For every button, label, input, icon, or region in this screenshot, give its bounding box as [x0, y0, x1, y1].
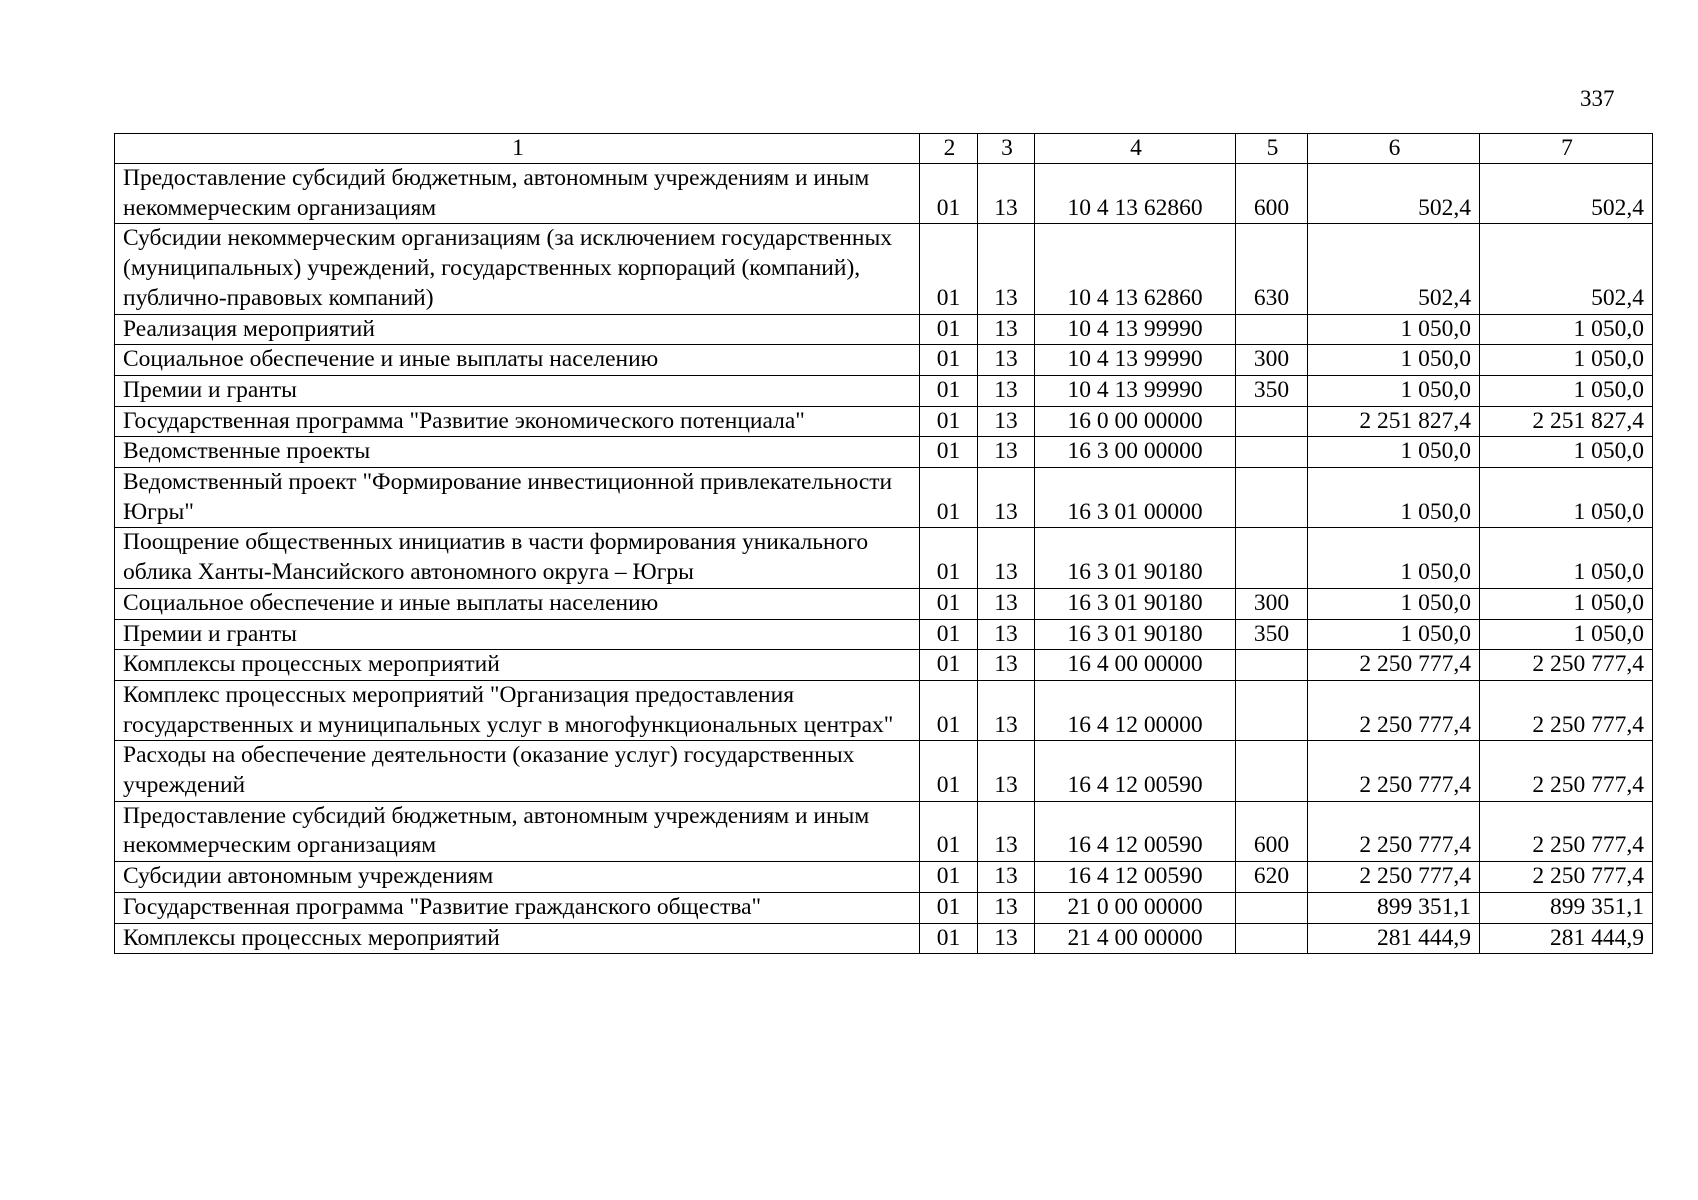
row-name-cell: Социальное обеспечение и иные выплаты населению	[115, 588, 920, 619]
row-name-cell: Государственная программа "Развитие гражданского общества"	[115, 892, 920, 923]
table-row	[115, 345, 1653, 376]
section-code-cell: 01	[920, 164, 978, 224]
subsection-code-cell: 13	[978, 923, 1035, 954]
expense-type-cell: 620	[1236, 862, 1308, 893]
amount-col6-cell: 2 250 777,4	[1308, 680, 1480, 740]
table-row	[115, 862, 1653, 893]
target-article-cell: 10 4 13 99990	[1035, 314, 1236, 345]
subsection-code-cell: 13	[978, 528, 1035, 588]
amount-col6-cell: 2 250 777,4	[1308, 801, 1480, 861]
expense-type-cell: 600	[1236, 801, 1308, 861]
table-row	[115, 314, 1653, 345]
amount-col7-cell: 2 250 777,4	[1480, 741, 1653, 801]
amount-col7-cell: 2 250 777,4	[1480, 650, 1653, 681]
amount-col6-cell: 1 050,0	[1308, 375, 1480, 406]
subsection-code-cell: 13	[978, 619, 1035, 650]
amount-col7-cell: 502,4	[1480, 224, 1653, 314]
target-article-cell: 10 4 13 62860	[1035, 224, 1236, 314]
amount-col7-cell: 1 050,0	[1480, 588, 1653, 619]
target-article-cell: 16 3 00 00000	[1035, 437, 1236, 468]
section-code-cell: 01	[920, 437, 978, 468]
table-row	[115, 588, 1653, 619]
amount-col7-cell: 2 250 777,4	[1480, 680, 1653, 740]
expense-type-cell	[1236, 741, 1308, 801]
subsection-code-cell: 13	[978, 741, 1035, 801]
section-code-cell: 01	[920, 892, 978, 923]
row-name-cell: Премии и гранты	[115, 375, 920, 406]
target-article-cell: 16 3 01 90180	[1035, 588, 1236, 619]
subsection-code-cell: 13	[978, 862, 1035, 893]
row-name-cell: Поощрение общественных инициатив в части формирования уникального облика Ханты-Мансийского автономного округа – Югры	[115, 528, 920, 588]
column-header: 1	[115, 134, 920, 164]
amount-col6-cell: 502,4	[1308, 224, 1480, 314]
amount-col7-cell: 2 250 777,4	[1480, 801, 1653, 861]
column-header: 3	[978, 134, 1035, 164]
section-code-cell: 01	[920, 314, 978, 345]
subsection-code-cell: 13	[978, 224, 1035, 314]
section-code-cell: 01	[920, 650, 978, 681]
amount-col7-cell: 502,4	[1480, 164, 1653, 224]
expense-type-cell: 350	[1236, 375, 1308, 406]
amount-col7-cell: 281 444,9	[1480, 923, 1653, 954]
table-row	[115, 468, 1653, 528]
table-row	[115, 680, 1653, 740]
amount-col7-cell: 1 050,0	[1480, 375, 1653, 406]
target-article-cell: 10 4 13 99990	[1035, 375, 1236, 406]
expense-type-cell	[1236, 528, 1308, 588]
row-name-cell: Премии и гранты	[115, 619, 920, 650]
section-code-cell: 01	[920, 224, 978, 314]
target-article-cell: 16 4 12 00590	[1035, 862, 1236, 893]
expense-type-cell	[1236, 892, 1308, 923]
amount-col6-cell: 2 250 777,4	[1308, 650, 1480, 681]
budget-table	[114, 133, 1653, 954]
table-row	[115, 923, 1653, 954]
section-code-cell: 01	[920, 528, 978, 588]
amount-col7-cell: 2 251 827,4	[1480, 406, 1653, 437]
row-name-cell: Ведомственные проекты	[115, 437, 920, 468]
section-code-cell: 01	[920, 468, 978, 528]
target-article-cell: 16 4 12 00590	[1035, 801, 1236, 861]
section-code-cell: 01	[920, 375, 978, 406]
subsection-code-cell: 13	[978, 650, 1035, 681]
amount-col6-cell: 1 050,0	[1308, 619, 1480, 650]
row-name-cell: Субсидии автономным учреждениям	[115, 862, 920, 893]
amount-col6-cell: 2 250 777,4	[1308, 741, 1480, 801]
target-article-cell: 21 4 00 00000	[1035, 923, 1236, 954]
subsection-code-cell: 13	[978, 680, 1035, 740]
section-code-cell: 01	[920, 801, 978, 861]
table-row	[115, 528, 1653, 588]
amount-col6-cell: 502,4	[1308, 164, 1480, 224]
subsection-code-cell: 13	[978, 468, 1035, 528]
target-article-cell: 16 4 00 00000	[1035, 650, 1236, 681]
row-name-cell: Предоставление субсидий бюджетным, автономным учреждениям и иным некоммерческим организациям	[115, 164, 920, 224]
column-header: 5	[1236, 134, 1308, 164]
expense-type-cell	[1236, 923, 1308, 954]
subsection-code-cell: 13	[978, 406, 1035, 437]
expense-type-cell	[1236, 314, 1308, 345]
table-row	[115, 892, 1653, 923]
amount-col7-cell: 1 050,0	[1480, 528, 1653, 588]
row-name-cell: Ведомственный проект "Формирование инвестиционной привлекательности Югры"	[115, 468, 920, 528]
column-header: 6	[1308, 134, 1480, 164]
amount-col7-cell: 1 050,0	[1480, 619, 1653, 650]
column-header: 7	[1480, 134, 1653, 164]
subsection-code-cell: 13	[978, 164, 1035, 224]
target-article-cell: 21 0 00 00000	[1035, 892, 1236, 923]
row-name-cell: Расходы на обеспечение деятельности (оказание услуг) государственных учреждений	[115, 741, 920, 801]
amount-col7-cell: 1 050,0	[1480, 314, 1653, 345]
expense-type-cell: 630	[1236, 224, 1308, 314]
amount-col6-cell: 1 050,0	[1308, 468, 1480, 528]
subsection-code-cell: 13	[978, 345, 1035, 376]
row-name-cell: Предоставление субсидий бюджетным, автономным учреждениям и иным некоммерческим организациям	[115, 801, 920, 861]
target-article-cell: 10 4 13 62860	[1035, 164, 1236, 224]
expense-type-cell	[1236, 680, 1308, 740]
table-row	[115, 437, 1653, 468]
section-code-cell: 01	[920, 406, 978, 437]
table-row	[115, 375, 1653, 406]
subsection-code-cell: 13	[978, 588, 1035, 619]
amount-col6-cell: 1 050,0	[1308, 437, 1480, 468]
expense-type-cell: 300	[1236, 345, 1308, 376]
section-code-cell: 01	[920, 680, 978, 740]
expense-type-cell: 350	[1236, 619, 1308, 650]
target-article-cell: 16 0 00 00000	[1035, 406, 1236, 437]
subsection-code-cell: 13	[978, 375, 1035, 406]
target-article-cell: 16 4 12 00000	[1035, 680, 1236, 740]
expense-type-cell: 600	[1236, 164, 1308, 224]
row-name-cell: Комплекс процессных мероприятий "Организация предоставления государственных и муниципальных услуг в многофункциональных центрах"	[115, 680, 920, 740]
table-row	[115, 801, 1653, 861]
subsection-code-cell: 13	[978, 801, 1035, 861]
expense-type-cell: 300	[1236, 588, 1308, 619]
section-code-cell: 01	[920, 741, 978, 801]
row-name-cell: Реализация мероприятий	[115, 314, 920, 345]
amount-col6-cell: 1 050,0	[1308, 588, 1480, 619]
amount-col6-cell: 281 444,9	[1308, 923, 1480, 954]
expense-type-cell	[1236, 437, 1308, 468]
page-number: 337	[1580, 86, 1615, 111]
table-row	[115, 619, 1653, 650]
subsection-code-cell: 13	[978, 437, 1035, 468]
row-name-cell: Субсидии некоммерческим организациям (за исключением государственных (муниципальных) учреждений, государственных корпораций (компаний), публично-правовых компаний)	[115, 224, 920, 314]
subsection-code-cell: 13	[978, 892, 1035, 923]
subsection-code-cell: 13	[978, 314, 1035, 345]
amount-col7-cell: 1 050,0	[1480, 437, 1653, 468]
table-row	[115, 406, 1653, 437]
target-article-cell: 16 3 01 90180	[1035, 619, 1236, 650]
row-name-cell: Социальное обеспечение и иные выплаты населению	[115, 345, 920, 376]
expense-type-cell	[1236, 650, 1308, 681]
amount-col6-cell: 1 050,0	[1308, 345, 1480, 376]
section-code-cell: 01	[920, 923, 978, 954]
section-code-cell: 01	[920, 345, 978, 376]
table-header-row	[115, 134, 1653, 164]
table-row	[115, 741, 1653, 801]
expense-type-cell	[1236, 406, 1308, 437]
section-code-cell: 01	[920, 619, 978, 650]
amount-col7-cell: 1 050,0	[1480, 468, 1653, 528]
row-name-cell: Комплексы процессных мероприятий	[115, 650, 920, 681]
row-name-cell: Государственная программа "Развитие экономического потенциала"	[115, 406, 920, 437]
amount-col6-cell: 2 251 827,4	[1308, 406, 1480, 437]
table-row	[115, 650, 1653, 681]
amount-col7-cell: 1 050,0	[1480, 345, 1653, 376]
target-article-cell: 10 4 13 99990	[1035, 345, 1236, 376]
amount-col6-cell: 2 250 777,4	[1308, 862, 1480, 893]
section-code-cell: 01	[920, 588, 978, 619]
table-row	[115, 224, 1653, 314]
table-body	[115, 164, 1653, 954]
target-article-cell: 16 3 01 00000	[1035, 468, 1236, 528]
target-article-cell: 16 3 01 90180	[1035, 528, 1236, 588]
table-row	[115, 164, 1653, 224]
amount-col7-cell: 899 351,1	[1480, 892, 1653, 923]
amount-col6-cell: 899 351,1	[1308, 892, 1480, 923]
section-code-cell: 01	[920, 862, 978, 893]
row-name-cell: Комплексы процессных мероприятий	[115, 923, 920, 954]
column-header: 2	[920, 134, 978, 164]
expense-type-cell	[1236, 468, 1308, 528]
amount-col6-cell: 1 050,0	[1308, 314, 1480, 345]
column-header: 4	[1035, 134, 1236, 164]
amount-col6-cell: 1 050,0	[1308, 528, 1480, 588]
target-article-cell: 16 4 12 00590	[1035, 741, 1236, 801]
amount-col7-cell: 2 250 777,4	[1480, 862, 1653, 893]
